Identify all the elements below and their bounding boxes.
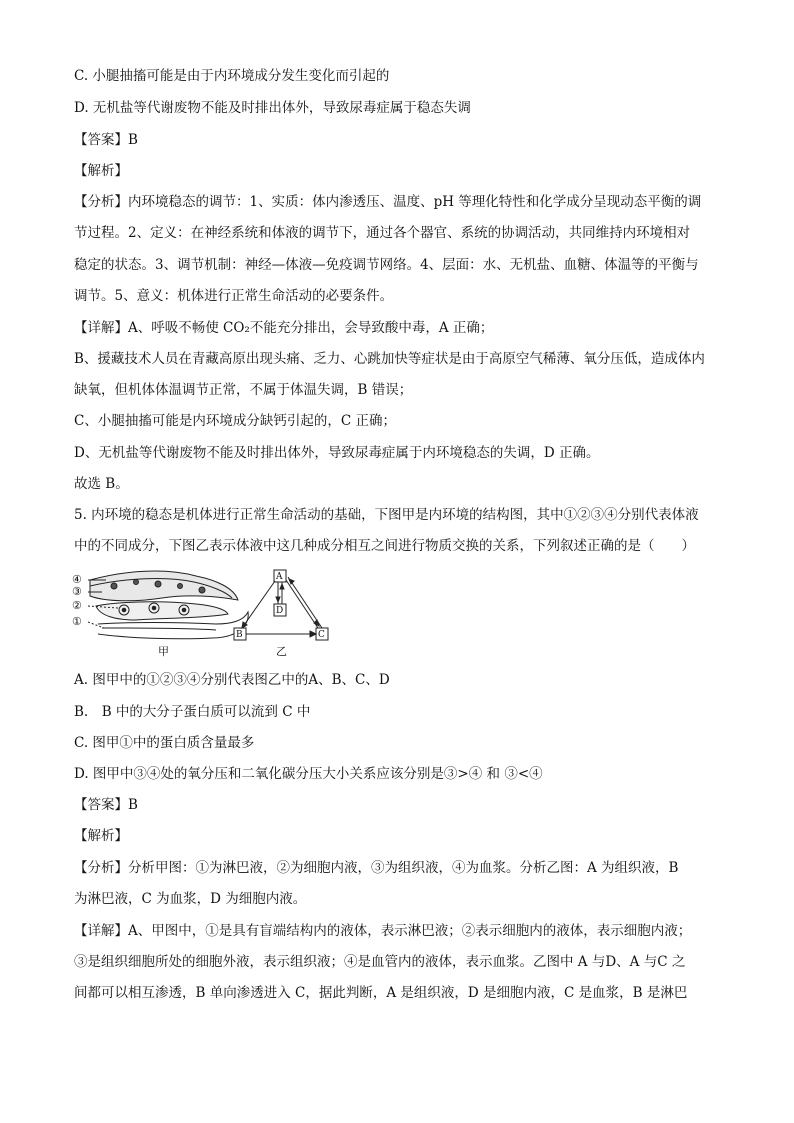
analysis-text-4: 调节。5、意义：机体进行正常生命活动的必要条件。 (74, 288, 394, 304)
q5-option-c: C. 图甲①中的蛋白质含量最多 (74, 735, 255, 751)
analysis-text-2: 节过程。2、定义：在神经系统和体液的调节下，通过各个器官、系统的协调活动，共同维持内环境相对 (74, 225, 691, 241)
q5-detail-text-3: 间都可以相互渗透，B 单向渗透进入 C，据此判断，A 是组织液，D 是细胞内液，C 是血浆，B 是淋巴 (74, 985, 688, 1001)
option-c-text: C. 小腿抽搐可能是由于内环境成分发生变化而引起的 (74, 68, 390, 84)
question-5-text-2: 中的不同成分，下图乙表示体液中这几种成分相互之间进行物质交换的关系，下列叙述正确的是（ ） (74, 538, 695, 554)
jia-marker-2: ② (72, 599, 82, 612)
q5-option-b: B. B 中的大分子蛋白质可以流到 C 中 (74, 704, 311, 720)
detail-text-c: C、小腿抽搐可能是内环境成分缺钙引起的，C 正确； (74, 413, 396, 429)
q5-detail-text-1: 【详解】A、甲图中，①是具有盲端结构内的液体，表示淋巴液；②表示细胞内的液体，表示细胞内液； (74, 923, 692, 939)
q5-analysis-label: 【解析】 (74, 828, 128, 844)
node-c-label: C (318, 630, 325, 640)
node-a-label: A (276, 572, 283, 582)
analysis-label: 【解析】 (74, 163, 128, 179)
figure-svg (66, 566, 346, 662)
analysis-text-1: 【分析】内环境稳态的调节：1、实质：体内渗透压、温度、pH 等理化特性和化学成分呈现动态平衡的调 (74, 194, 702, 210)
node-d-label: D (276, 606, 284, 616)
detail-text-d: D、无机盐等代谢废物不能及时排出体外，导致尿毒症属于内环境稳态的失调，D 正确。 (74, 445, 600, 461)
detail-text-a: 【详解】A、呼吸不畅使 CO₂不能充分排出，会导致酸中毒，A 正确； (74, 320, 494, 336)
yi-caption: 乙 (276, 645, 287, 658)
detail-text-b1: B、援藏技术人员在青藏高原出现头痛、乏力、心跳加快等症状是由于高原空气稀薄、氧分压低，造成体内 (74, 351, 705, 367)
question-5-text-1: 5. 内环境的稳态是机体进行正常生命活动的基础，下图甲是内环境的结构图，其中①②③④分别代表体液 (74, 507, 699, 523)
jia-marker-1: ① (72, 615, 82, 628)
figure-jia (88, 571, 248, 639)
jia-caption: 甲 (158, 645, 169, 658)
detail-text-b2: 缺氧，但机体体温调节正常，不属于体温失调，B 错误； (74, 382, 413, 398)
q5-option-d: D. 图甲中③④处的氧分压和二氧化碳分压大小关系应该分别是③>④ 和 ③<④ (74, 766, 543, 782)
node-b-label: B (236, 630, 243, 640)
q5-analysis-text-2: 为淋巴液，C 为血浆，D 为细胞内液。 (74, 891, 307, 907)
q5-detail-text-2: ③是组织细胞所处的细胞外液，表示组织液；④是血管内的液体，表示血浆。乙图中 A 与D、A 与C 之 (74, 954, 686, 970)
choose-text: 故选 B。 (74, 476, 129, 492)
q5-answer-label: 【答案】B (74, 797, 138, 813)
analysis-text-3: 稳定的状态。3、调节机制：神经—体液—免疫调节网络。4、层面：水、无机盐、血糖、体温等的平衡与 (74, 257, 699, 273)
answer-label: 【答案】B (74, 132, 138, 148)
question-figure (66, 566, 346, 662)
jia-marker-3: ③ (72, 585, 82, 598)
jia-marker-4: ④ (72, 573, 82, 586)
q5-option-a: A. 图甲中的①②③④分别代表图乙中的A、B、C、D (74, 672, 390, 688)
q5-analysis-text-1: 【分析】分析甲图：①为淋巴液，②为细胞内液，③为组织液，④为血浆。分析乙图：A 为组织液，B (74, 860, 679, 876)
option-d-text: D. 无机盐等代谢废物不能及时排出体外，导致尿毒症属于稳态失调 (74, 100, 471, 116)
